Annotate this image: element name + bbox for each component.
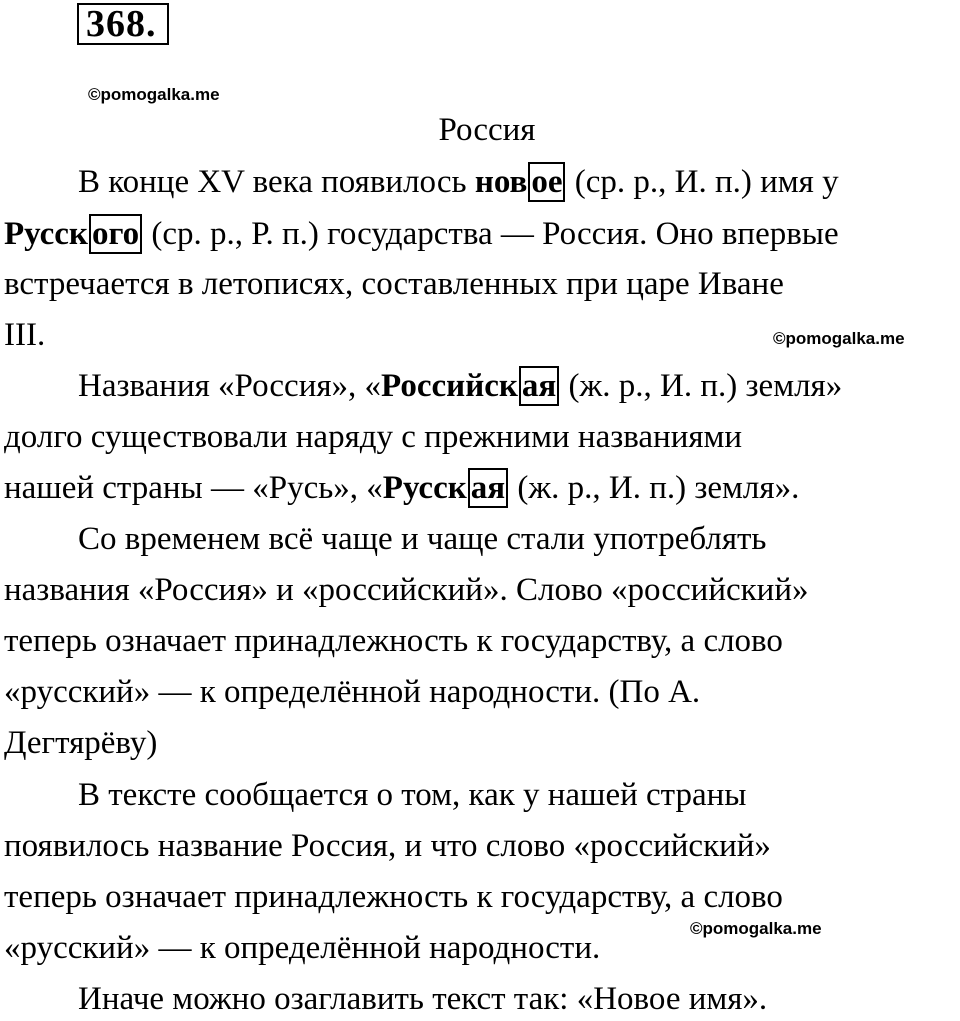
paragraph-2-line-1: Названия «Россия», «Российск ая (ж. р., И. п.) земля» (78, 368, 843, 404)
paragraph-1-line-4: III. (4, 317, 46, 353)
watermark: ©pomogalka.me (690, 919, 822, 938)
paragraph-2-line-3: нашей страны — «Русь», «Русск ая (ж. р., И. п.) земля». (4, 470, 800, 506)
paragraph-4-line-4: «русский» — к определённой народности. (4, 930, 601, 966)
watermark: ©pomogalka.me (88, 85, 220, 104)
word-russkaya: Русск ая (383, 470, 509, 506)
paragraph-1-line-1: В конце XV века появилось нов ое (ср. р., И. п.) имя у (78, 164, 839, 200)
ending-box: ое (528, 162, 565, 202)
paragraph-5-line-1: Иначе можно озаглавить текст так: «Новое имя». (78, 981, 768, 1017)
exercise-number: 368. (77, 3, 169, 45)
word-novoe: нов ое (475, 164, 567, 200)
text-title: Россия (438, 112, 536, 148)
word-rossiyskaya: Российск ая (381, 368, 560, 404)
ending-box: ая (468, 468, 508, 508)
paragraph-1-line-3: встречается в летописях, составленных при царе Иване (4, 266, 784, 302)
ending-box: ая (519, 366, 559, 406)
word-russkogo: Русск ого (4, 216, 143, 252)
paragraph-3-line-4: «русский» — к определённой народности. (По А. (4, 674, 701, 710)
paragraph-3-line-5: Дегтярёву) (4, 725, 158, 761)
watermark: ©pomogalka.me (773, 329, 905, 348)
paragraph-3-line-2: названия «Россия» и «российский». Слово «российский» (4, 572, 809, 608)
paragraph-4-line-3: теперь означает принадлежность к государству, а слово (4, 879, 783, 915)
paragraph-1-line-2: Русск ого (ср. р., Р. п.) государства — Россия. Оно впервые (4, 216, 839, 252)
paragraph-4-line-1: В тексте сообщается о том, как у нашей страны (78, 777, 747, 813)
paragraph-2-line-2: долго существовали наряду с прежними названиями (4, 419, 743, 455)
paragraph-4-line-2: появилось название Россия, и что слово «российский» (4, 828, 771, 864)
paragraph-3-line-3: теперь означает принадлежность к государству, а слово (4, 623, 783, 659)
paragraph-3-line-1: Со временем всё чаще и чаще стали употреблять (78, 521, 767, 557)
ending-box: ого (89, 214, 142, 254)
